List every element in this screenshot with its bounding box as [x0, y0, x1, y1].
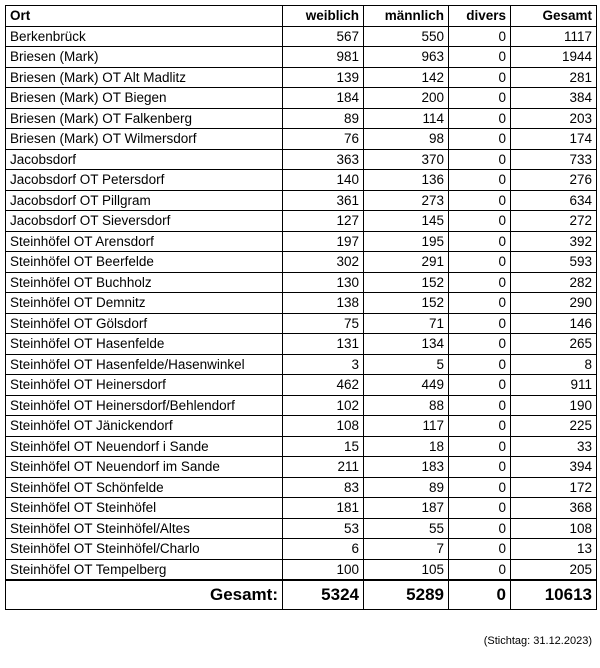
cell-gesamt: 225: [511, 416, 597, 437]
header-maennlich: männlich: [364, 6, 449, 27]
table-row: [6, 354, 597, 375]
cell-weiblich: 75: [283, 313, 364, 334]
cell-gesamt: 33: [511, 436, 597, 457]
cell-weiblich: 76: [283, 129, 364, 150]
cell-divers: 0: [449, 416, 511, 437]
header-weiblich: weiblich: [283, 6, 364, 27]
cell-maennlich: 187: [364, 498, 449, 519]
cell-gesamt: 108: [511, 518, 597, 539]
cell-gesamt: 203: [511, 108, 597, 129]
table-row: [6, 252, 597, 273]
cell-divers: 0: [449, 67, 511, 88]
table-row: [6, 313, 597, 334]
cell-gesamt: 593: [511, 252, 597, 273]
cell-ort: Steinhöfel OT Steinhöfel: [6, 498, 283, 519]
table-row: [6, 293, 597, 314]
table-row: [6, 190, 597, 211]
total-divers: 0: [449, 580, 511, 610]
table-row: [6, 334, 597, 355]
cell-ort: Steinhöfel OT Hasenfelde: [6, 334, 283, 355]
cell-divers: 0: [449, 559, 511, 580]
cell-gesamt: 174: [511, 129, 597, 150]
cell-divers: 0: [449, 539, 511, 560]
cell-weiblich: 184: [283, 88, 364, 109]
cell-weiblich: 567: [283, 26, 364, 47]
table-row: [6, 231, 597, 252]
cell-maennlich: 145: [364, 211, 449, 232]
table-row: [6, 457, 597, 478]
cell-divers: 0: [449, 47, 511, 68]
cell-divers: 0: [449, 518, 511, 539]
cell-maennlich: 7: [364, 539, 449, 560]
cell-ort: Steinhöfel OT Neuendorf i Sande: [6, 436, 283, 457]
cell-ort: Steinhöfel OT Steinhöfel/Charlo: [6, 539, 283, 560]
cell-gesamt: 290: [511, 293, 597, 314]
cell-ort: Steinhöfel OT Arensdorf: [6, 231, 283, 252]
cell-weiblich: 197: [283, 231, 364, 252]
cell-divers: 0: [449, 108, 511, 129]
cell-ort: Steinhöfel OT Heinersdorf/Behlendorf: [6, 395, 283, 416]
cell-gesamt: 733: [511, 149, 597, 170]
cell-maennlich: 117: [364, 416, 449, 437]
cell-weiblich: 53: [283, 518, 364, 539]
cell-maennlich: 142: [364, 67, 449, 88]
cell-divers: 0: [449, 313, 511, 334]
cell-weiblich: 462: [283, 375, 364, 396]
cell-maennlich: 134: [364, 334, 449, 355]
cell-ort: Steinhöfel OT Beerfelde: [6, 252, 283, 273]
cell-gesamt: 634: [511, 190, 597, 211]
cell-weiblich: 15: [283, 436, 364, 457]
cell-ort: Briesen (Mark) OT Biegen: [6, 88, 283, 109]
cell-ort: Jacobsdorf: [6, 149, 283, 170]
cell-maennlich: 370: [364, 149, 449, 170]
cell-ort: Briesen (Mark) OT Falkenberg: [6, 108, 283, 129]
cell-weiblich: 102: [283, 395, 364, 416]
cell-maennlich: 88: [364, 395, 449, 416]
cell-maennlich: 136: [364, 170, 449, 191]
cell-gesamt: 276: [511, 170, 597, 191]
cell-divers: 0: [449, 436, 511, 457]
cell-ort: Steinhöfel OT Heinersdorf: [6, 375, 283, 396]
cell-maennlich: 963: [364, 47, 449, 68]
cell-maennlich: 195: [364, 231, 449, 252]
cell-maennlich: 152: [364, 272, 449, 293]
cell-maennlich: 5: [364, 354, 449, 375]
cell-ort: Steinhöfel OT Neuendorf im Sande: [6, 457, 283, 478]
cell-gesamt: 265: [511, 334, 597, 355]
cell-weiblich: 127: [283, 211, 364, 232]
total-gesamt: 10613: [511, 580, 597, 610]
cell-maennlich: 114: [364, 108, 449, 129]
cell-divers: 0: [449, 293, 511, 314]
cell-weiblich: 130: [283, 272, 364, 293]
cell-maennlich: 200: [364, 88, 449, 109]
cell-gesamt: 394: [511, 457, 597, 478]
cell-weiblich: 211: [283, 457, 364, 478]
table-row: [6, 129, 597, 150]
cell-maennlich: 18: [364, 436, 449, 457]
population-table: [5, 5, 597, 610]
table-row: [6, 272, 597, 293]
cell-weiblich: 181: [283, 498, 364, 519]
cell-maennlich: 273: [364, 190, 449, 211]
cell-ort: Steinhöfel OT Gölsdorf: [6, 313, 283, 334]
cell-gesamt: 8: [511, 354, 597, 375]
cell-weiblich: 100: [283, 559, 364, 580]
cell-gesamt: 146: [511, 313, 597, 334]
cell-gesamt: 281: [511, 67, 597, 88]
cell-maennlich: 449: [364, 375, 449, 396]
cell-weiblich: 131: [283, 334, 364, 355]
cell-gesamt: 392: [511, 231, 597, 252]
cell-ort: Steinhöfel OT Hasenfelde/Hasenwinkel: [6, 354, 283, 375]
table-row: [6, 436, 597, 457]
header-gesamt: Gesamt: [511, 6, 597, 27]
table-row: [6, 518, 597, 539]
cell-weiblich: 361: [283, 190, 364, 211]
cell-maennlich: 71: [364, 313, 449, 334]
cell-divers: 0: [449, 129, 511, 150]
cell-divers: 0: [449, 211, 511, 232]
cell-ort: Steinhöfel OT Demnitz: [6, 293, 283, 314]
table-row: [6, 559, 597, 580]
cell-divers: 0: [449, 26, 511, 47]
total-label: Gesamt:: [6, 580, 283, 610]
cell-weiblich: 83: [283, 477, 364, 498]
cell-divers: 0: [449, 477, 511, 498]
cell-gesamt: 384: [511, 88, 597, 109]
cell-maennlich: 89: [364, 477, 449, 498]
header-divers: divers: [449, 6, 511, 27]
cell-ort: Steinhöfel OT Buchholz: [6, 272, 283, 293]
table-row: [6, 26, 597, 47]
table-row: [6, 88, 597, 109]
cell-ort: Briesen (Mark): [6, 47, 283, 68]
cell-divers: 0: [449, 498, 511, 519]
cell-gesamt: 282: [511, 272, 597, 293]
cell-ort: Steinhöfel OT Steinhöfel/Altes: [6, 518, 283, 539]
cell-maennlich: 291: [364, 252, 449, 273]
cell-ort: Berkenbrück: [6, 26, 283, 47]
cell-divers: 0: [449, 457, 511, 478]
cell-gesamt: 13: [511, 539, 597, 560]
table-row: [6, 477, 597, 498]
cell-weiblich: 981: [283, 47, 364, 68]
table-row: [6, 149, 597, 170]
cell-divers: 0: [449, 272, 511, 293]
cell-weiblich: 3: [283, 354, 364, 375]
cell-weiblich: 138: [283, 293, 364, 314]
cell-weiblich: 6: [283, 539, 364, 560]
cell-divers: 0: [449, 375, 511, 396]
table-row: [6, 416, 597, 437]
cell-divers: 0: [449, 88, 511, 109]
cell-divers: 0: [449, 354, 511, 375]
cell-divers: 0: [449, 334, 511, 355]
cell-gesamt: 911: [511, 375, 597, 396]
cell-divers: 0: [449, 190, 511, 211]
cell-gesamt: 1117: [511, 26, 597, 47]
table-row: [6, 108, 597, 129]
cell-gesamt: 272: [511, 211, 597, 232]
table-row: [6, 498, 597, 519]
table-row: [6, 170, 597, 191]
table-row: [6, 375, 597, 396]
cell-divers: 0: [449, 170, 511, 191]
cell-ort: Steinhöfel OT Schönfelde: [6, 477, 283, 498]
cell-divers: 0: [449, 395, 511, 416]
cell-maennlich: 550: [364, 26, 449, 47]
table-row: [6, 539, 597, 560]
cell-gesamt: 368: [511, 498, 597, 519]
cell-ort: Jacobsdorf OT Pillgram: [6, 190, 283, 211]
cell-ort: Briesen (Mark) OT Alt Madlitz: [6, 67, 283, 88]
table-row: [6, 67, 597, 88]
cell-divers: 0: [449, 252, 511, 273]
cell-maennlich: 105: [364, 559, 449, 580]
table-row: [6, 211, 597, 232]
cell-weiblich: 108: [283, 416, 364, 437]
cell-weiblich: 140: [283, 170, 364, 191]
cell-divers: 0: [449, 149, 511, 170]
cell-maennlich: 98: [364, 129, 449, 150]
cell-gesamt: 190: [511, 395, 597, 416]
cell-weiblich: 89: [283, 108, 364, 129]
cell-gesamt: 1944: [511, 47, 597, 68]
cell-weiblich: 363: [283, 149, 364, 170]
cell-maennlich: 152: [364, 293, 449, 314]
header-ort: Ort: [6, 6, 283, 27]
cell-ort: Jacobsdorf OT Sieversdorf: [6, 211, 283, 232]
cell-ort: Steinhöfel OT Tempelberg: [6, 559, 283, 580]
cell-gesamt: 172: [511, 477, 597, 498]
total-maennlich: 5289: [364, 580, 449, 610]
cell-weiblich: 302: [283, 252, 364, 273]
cell-ort: Briesen (Mark) OT Wilmersdorf: [6, 129, 283, 150]
cell-weiblich: 139: [283, 67, 364, 88]
table-row: [6, 395, 597, 416]
total-weiblich: 5324: [283, 580, 364, 610]
cell-divers: 0: [449, 231, 511, 252]
cell-ort: Jacobsdorf OT Petersdorf: [6, 170, 283, 191]
cell-maennlich: 55: [364, 518, 449, 539]
cell-maennlich: 183: [364, 457, 449, 478]
table-body: [6, 26, 597, 580]
header-row: [6, 6, 597, 27]
total-row: [6, 580, 597, 610]
cell-gesamt: 205: [511, 559, 597, 580]
cell-ort: Steinhöfel OT Jänickendorf: [6, 416, 283, 437]
footnote-stichtag: (Stichtag: 31.12.2023): [483, 635, 592, 647]
table-row: [6, 47, 597, 68]
